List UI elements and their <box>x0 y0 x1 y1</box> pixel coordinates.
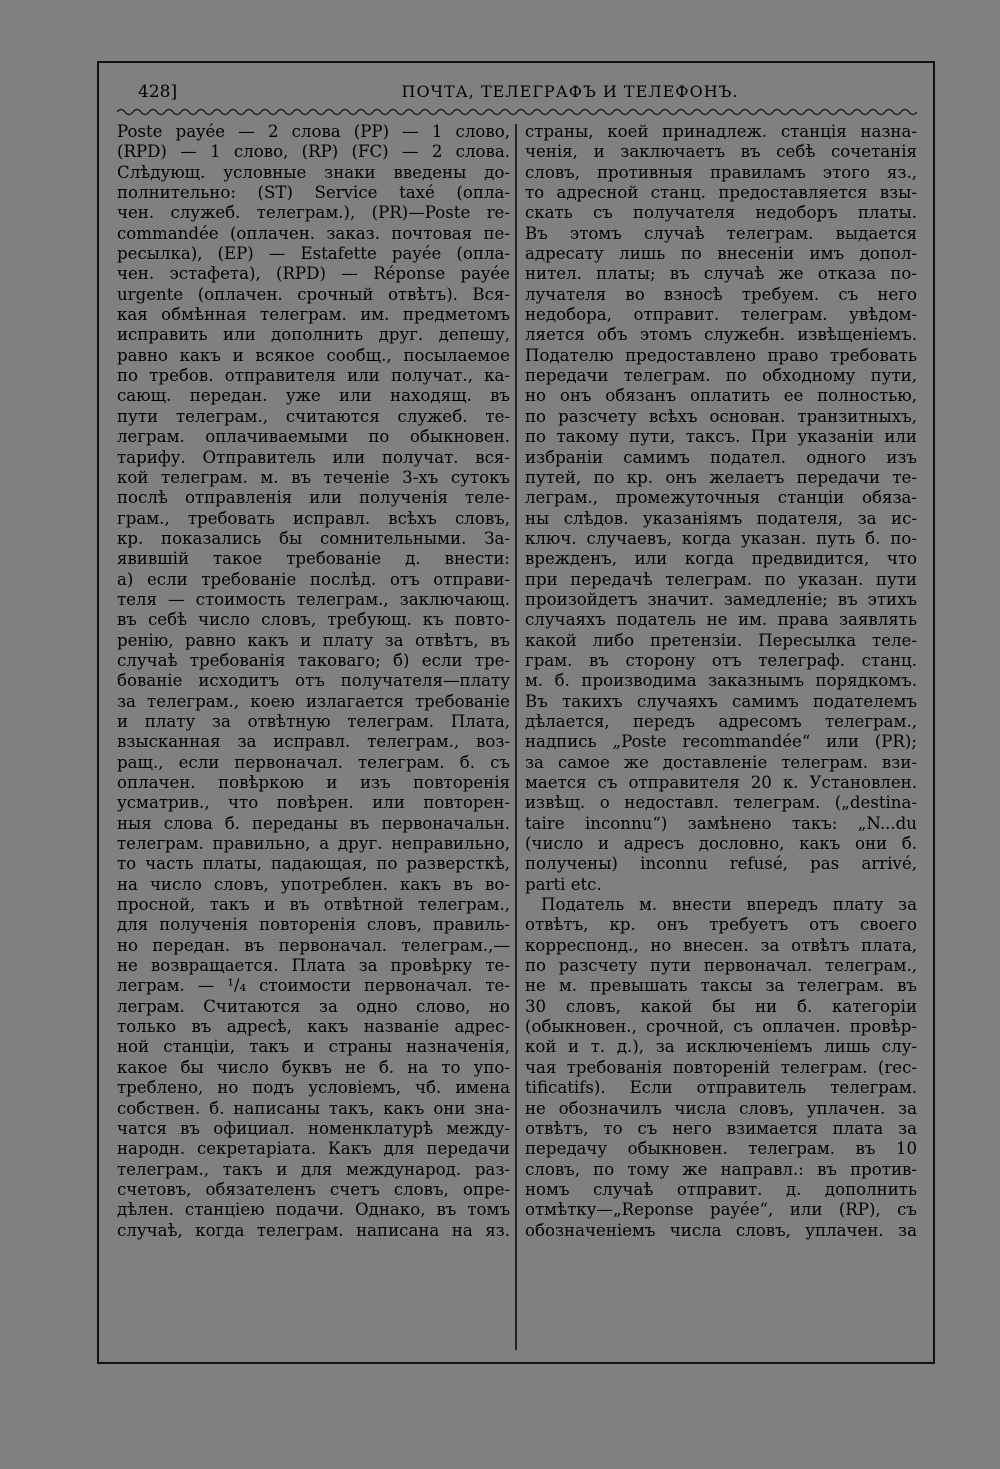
text-line: дѣлен. станціею подачи. Однако, въ томъ <box>117 1200 510 1220</box>
text-line: корреспонд., но внесен. за отвѣтъ плата, <box>525 935 917 955</box>
text-line: номъ случаѣ отправит. д. дополнить <box>525 1179 917 1199</box>
text-line: Poste payée — 2 слова (PP) — 1 слово, <box>117 122 510 141</box>
text-line: отмѣтку—„Reponse payée“, или (RP), съ <box>525 1200 917 1220</box>
text-line: но онъ обязанъ оплатить ее полностью, <box>525 386 917 406</box>
text-line: леграм. Считаются за одно слово, но <box>117 996 510 1016</box>
text-line: ны слѣдов. указаніямъ подателя, за ис- <box>525 508 917 528</box>
text-line: то адресной станц. предоставляется взы- <box>525 183 917 203</box>
text-line: недобора, отправит. телеграм. увѣдом- <box>525 305 917 325</box>
text-line: чая требованія повтореній телеграм. (rec- <box>525 1057 917 1077</box>
page-number: 428] <box>138 82 178 102</box>
text-line: оплачен. повѣркою и изъ повторенія <box>117 773 510 792</box>
text-line: parti etc. <box>525 874 602 894</box>
text-line: обозначеніемъ числа словъ, уплачен. за <box>525 1220 917 1240</box>
text-line: словъ, противныя правиламъ этого яз., <box>525 162 917 182</box>
text-line: треблено, но подъ условіемъ, чб. имена <box>117 1078 510 1098</box>
text-line: бованіе исходитъ отъ получателя—плату <box>117 671 510 691</box>
text-line: отвѣтъ, то съ него взимается плата за <box>525 1118 917 1138</box>
text-line: по разсчету всѣхъ основан. транзитныхъ, <box>525 406 917 426</box>
text-line: кая обмѣнная телеграм. им. предметомъ <box>117 305 510 325</box>
text-line: ренію, равно какъ и плату за отвѣтъ, въ <box>117 630 510 650</box>
text-line: на число словъ, употреблен. какъ въ во- <box>117 874 510 894</box>
text-line: (RPD) — 1 слово, (RP) (FC) — 2 слова. <box>117 142 510 162</box>
text-line: но передан. въ первоначал. телеграм.,— <box>117 935 510 955</box>
text-line: взысканная за исправл. телеграм., воз- <box>117 732 510 752</box>
text-line: произойдетъ значит. замедленіе; въ этихъ <box>525 589 917 609</box>
left-column <box>117 122 510 1241</box>
text-line: по разсчету пути первоначал. телеграм., <box>525 956 917 976</box>
text-line: по такому пути, таксъ. При указаніи или <box>525 427 917 447</box>
text-line: ныя слова б. переданы въ первоначальн. <box>117 813 510 833</box>
text-line: сающ. передан. уже или находящ. въ <box>117 386 510 406</box>
text-line: скать съ получателя недоборъ платы. <box>525 203 917 223</box>
text-line: случаѣ, когда телеграм. написана на яз. <box>117 1220 510 1240</box>
text-line: кр. показались бы сомнительными. За- <box>117 528 510 548</box>
text-line: леграм. — ¹/₄ стоимости первоначал. те- <box>117 976 510 996</box>
text-line: усматрив., что повѣрен. или повторен- <box>117 793 510 813</box>
text-line: пути телеграм., считаются служеб. те- <box>117 406 510 426</box>
text-line: народн. секретаріата. Какъ для передачи <box>117 1139 510 1159</box>
text-line: кой телеграм. м. въ теченіе 3-хъ сутокъ <box>117 467 510 487</box>
text-line: какой либо претензіи. Пересылка теле- <box>525 630 917 650</box>
text-line: дѣлается, передъ адресомъ телеграм., <box>525 711 917 731</box>
text-line: а) если требованіе послѣд. отъ отправи- <box>117 569 510 589</box>
text-line: за телеграм., коею излагается требованіе <box>117 691 510 711</box>
text-line: лучателя во взносѣ требуем. съ него <box>525 284 917 304</box>
text-line: 30 словъ, какой бы ни б. категоріи <box>525 996 917 1016</box>
text-line: счетовъ, обязателенъ счетъ словъ, опре- <box>117 1179 510 1199</box>
text-line: кой и т. д.), за исключеніемъ лишь слу- <box>525 1037 917 1057</box>
text-line: Подателю предоставлено право требовать <box>525 345 917 365</box>
text-line: м. б. производима заказнымъ порядкомъ. <box>525 671 917 691</box>
text-line: за самое же доставленіе телеграм. взи- <box>525 752 917 772</box>
text-line: для полученія повторенія словъ, правиль- <box>117 915 510 935</box>
text-line: отвѣтъ, кр. онъ требуетъ отъ своего <box>525 915 917 935</box>
text-line: теля — стоимость телеграм., заключающ. <box>117 589 510 609</box>
text-line: чатся въ официал. номенклатурѣ между- <box>117 1118 510 1138</box>
text-line: исправить или дополнить друг. депешу, <box>117 325 510 345</box>
text-line: просной, такъ и въ отвѣтной телеграм., <box>117 895 510 915</box>
text-line: послѣ отправленія или полученія теле- <box>117 488 510 508</box>
text-line: въ себѣ число словъ, требующ. къ повто- <box>117 610 510 630</box>
text-line: taire inconnu“) замѣнено такъ: „N...du <box>525 813 917 833</box>
right-column <box>525 122 917 1241</box>
text-line: леграм., промежуточныя станціи обяза- <box>525 488 917 508</box>
text-line: случаяхъ податель не им. права заявлять <box>525 610 917 630</box>
text-line: Въ такихъ случаяхъ самимъ подателемъ <box>525 691 917 711</box>
running-title: ПОЧТА, ТЕЛЕГРАФЪ И ТЕЛЕФОНЪ. <box>401 82 739 101</box>
text-line: случаѣ требованія таковаго; б) если тре- <box>117 650 510 670</box>
text-line: передачи телеграм. по обходному пути, <box>525 366 917 386</box>
text-line: то часть платы, падающая, по разверсткѣ, <box>117 854 510 874</box>
text-line: не м. превышать таксы за телеграм. въ <box>525 976 917 996</box>
text-line: надпись „Poste recommandée“ или (PR); <box>525 732 917 752</box>
text-line: телеграм. правильно, а друг. неправильно, <box>117 834 510 854</box>
text-line: мается съ отправителя 20 к. Установлен. <box>525 773 917 792</box>
text-line: тарифу. Отправитель или получат. вся- <box>117 447 510 467</box>
text-line: адресату лишь по внесеніи имъ допол- <box>525 244 917 264</box>
text-line: собствен. б. написаны такъ, какъ они зна- <box>117 1098 510 1118</box>
text-line: избраніи самимъ подател. одного изъ <box>525 447 917 467</box>
text-line: ченія, и заключаетъ въ себѣ сочетанія <box>525 142 917 162</box>
text-line: ляется объ этомъ служебн. извѣщеніемъ. <box>525 325 917 345</box>
text-line: передачу обыкновен. телеграм. въ 10 <box>525 1139 917 1159</box>
text-line: (обыкновен., срочной, съ оплачен. провѣр- <box>525 1017 917 1037</box>
text-line: леграм. оплачиваемыми по обыкновен. <box>117 427 510 447</box>
text-line: commandée (оплачен. заказ. почтовая пе- <box>117 223 510 243</box>
text-line: страны, коей принадлеж. станція назна- <box>525 122 917 141</box>
text-line: ключ. случаевъ, когда указан. путь б. по- <box>525 528 917 548</box>
text-line: чен. служеб. телеграм.), (PR)—Poste re- <box>117 203 510 223</box>
text-line: ной станціи, такъ и страны назначенія, <box>117 1037 510 1057</box>
text-line: Слѣдующ. условные знаки введены до- <box>117 162 510 182</box>
text-line: телеграм., такъ и для международ. раз- <box>117 1159 510 1179</box>
text-line: Въ этомъ случаѣ телеграм. выдается <box>525 223 917 243</box>
text-line: равно какъ и всякое сообщ., посылаемое <box>117 345 510 365</box>
header-wavy-rule <box>117 106 917 118</box>
text-line: tificatifs). Если отправитель телеграм. <box>525 1078 917 1098</box>
text-line: не возвращается. Плата за провѣрку те- <box>117 956 510 976</box>
column-divider <box>515 124 517 1350</box>
text-line: полнительно: (ST) Service taxé (опла- <box>117 183 510 203</box>
text-line: явившій такое требованіе д. внести: <box>117 549 510 569</box>
text-line: ращ., если первоначал. телеграм. б. съ <box>117 752 510 772</box>
text-line: грам., требовать исправл. всѣхъ словъ, <box>117 508 510 528</box>
text-line: не обозначилъ числа словъ, уплачен. за <box>525 1098 917 1118</box>
text-line: нител. платы; въ случаѣ же отказа по- <box>525 264 917 284</box>
text-line: получены) inconnu refusé, pas arrivé, <box>525 854 917 874</box>
text-line: грам. въ сторону отъ телеграф. станц. <box>525 650 917 670</box>
text-line: какое бы число буквъ не б. на то упо- <box>117 1057 510 1077</box>
text-line: словъ, по тому же направл.: въ против- <box>525 1159 917 1179</box>
text-line: извѣщ. о недоставл. телеграм. („destina- <box>525 793 917 813</box>
text-line: и плату за отвѣтную телеграм. Плата, <box>117 711 510 731</box>
text-line: только въ адресѣ, какъ названіе адрес- <box>117 1017 510 1037</box>
text-line: (число и адресъ дословно, какъ они б. <box>525 834 917 854</box>
text-line: путей, по кр. онъ желаетъ передачи те- <box>525 467 917 487</box>
text-line: Податель м. внести впередъ плату за <box>541 895 917 915</box>
text-line: врежденъ, или когда предвидится, что <box>525 549 917 569</box>
text-line: чен. эстафета), (RPD) — Réponse payée <box>117 264 510 284</box>
page-header <box>120 80 920 106</box>
text-line: ресылка), (EP) — Estafette payée (опла- <box>117 244 510 264</box>
text-line: urgente (оплачен. срочный отвѣтъ). Вся- <box>117 284 510 304</box>
text-line: при передачѣ телеграм. по указан. пути <box>525 569 917 589</box>
text-line: по требов. отправителя или получат., ка- <box>117 366 510 386</box>
